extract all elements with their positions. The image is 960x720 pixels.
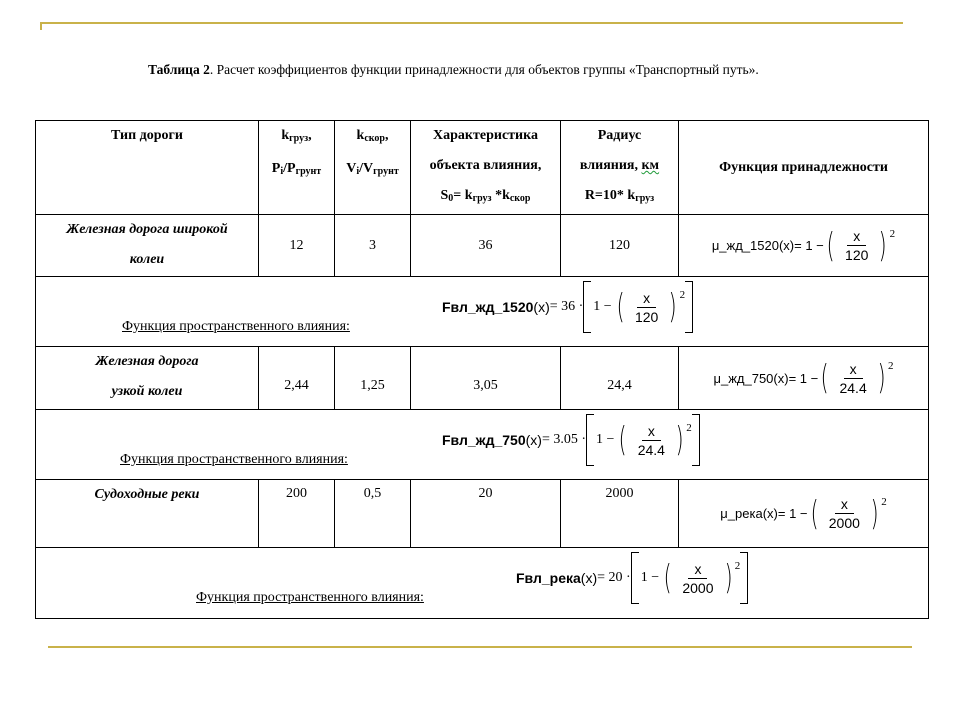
spatial-function-row xyxy=(36,277,929,347)
spatial-function-cell xyxy=(36,548,929,619)
radius-cell: 120 xyxy=(561,215,679,277)
road-type-cell: Железная дорога узкой колеи xyxy=(36,347,259,410)
k-skor-cell: 3 xyxy=(335,215,411,277)
k-gruz-cell: 200 xyxy=(259,480,335,548)
membership-formula: μ_жд_1520 (x) = 1 − ( $\frac{x}{120}$ ) 2 xyxy=(711,225,896,266)
spatial-function-row xyxy=(36,410,929,480)
coefficients-table xyxy=(35,120,929,619)
radius-cell: 24,4 xyxy=(561,347,679,410)
header-radius: Радиус влияния, км R=10* $k_{груз}$ xyxy=(561,121,679,215)
spatial-formula: Fвл_жд_750 (x) = 3.05 · 1 − ( $\frac{x}{24.4}$ ) 2 xyxy=(442,412,700,468)
membership-formula: μ_река (x) = 1 − ( $\frac{x}{2000}$ ) 2 xyxy=(720,493,887,534)
k-skor-cell: 0,5 xyxy=(335,480,411,548)
s0-cell: 20 xyxy=(411,480,561,548)
spatial-function-cell xyxy=(36,410,929,480)
table-caption xyxy=(148,62,759,78)
caption-text: . Расчет коэффициентов функции принадлежности для объектов группы «Транспортный путь». xyxy=(209,62,759,77)
header-k-gruz: $k_{груз}$, $P_i/P_{грунт}$ xyxy=(259,121,335,215)
k-skor-cell: 1,25 xyxy=(335,347,411,410)
membership-function-cell xyxy=(679,347,929,410)
k-gruz-cell: 2,44 xyxy=(259,347,335,410)
spatial-formula: Fвл_река (x) = 20 · 1 − ( $\frac{x}{2000}$ ) 2 xyxy=(516,550,748,606)
top-rule xyxy=(40,22,903,24)
header-influence-object: Характеристика объекта влияния, $S_0= k_{груз}$ $*k_{скор}$ xyxy=(411,121,561,215)
top-rule-tick xyxy=(40,22,42,30)
table-row xyxy=(36,215,929,277)
header-k-skor: $k_{скор}$, $V_i/V_{грунт}$ xyxy=(335,121,411,215)
spatial-function-label: Функция пространственного влияния: xyxy=(196,590,424,605)
membership-function-cell xyxy=(679,215,929,277)
header-membership-function: Функция принадлежности xyxy=(679,121,929,215)
spatial-function-label: Функция пространственного влияния: xyxy=(122,319,350,334)
radius-cell: 2000 xyxy=(561,480,679,548)
spatial-function-cell xyxy=(36,277,929,347)
spatial-function-row xyxy=(36,548,929,619)
header-road-type: Тип дороги xyxy=(36,121,259,215)
table-row xyxy=(36,480,929,548)
caption-label: Таблица 2 xyxy=(148,62,210,77)
membership-formula: μ_жд_750 (x) = 1 − ( $\frac{x}{24.4}$ ) 2 xyxy=(713,358,894,398)
road-type-cell: Железная дорога широкой колеи xyxy=(36,215,259,277)
spatial-formula: Fвл_жд_1520 (x) = 36 · 1 − ( $\frac{x}{120}$ ) 2 xyxy=(442,279,693,335)
s0-cell: 3,05 xyxy=(411,347,561,410)
table-row xyxy=(36,347,929,410)
s0-cell: 36 xyxy=(411,215,561,277)
road-type-cell: Судоходные реки xyxy=(36,480,259,548)
spatial-function-label: Функция пространственного влияния: xyxy=(120,452,348,467)
bottom-rule xyxy=(48,646,912,648)
membership-function-cell xyxy=(679,480,929,548)
k-gruz-cell: 12 xyxy=(259,215,335,277)
header-row xyxy=(36,121,929,215)
